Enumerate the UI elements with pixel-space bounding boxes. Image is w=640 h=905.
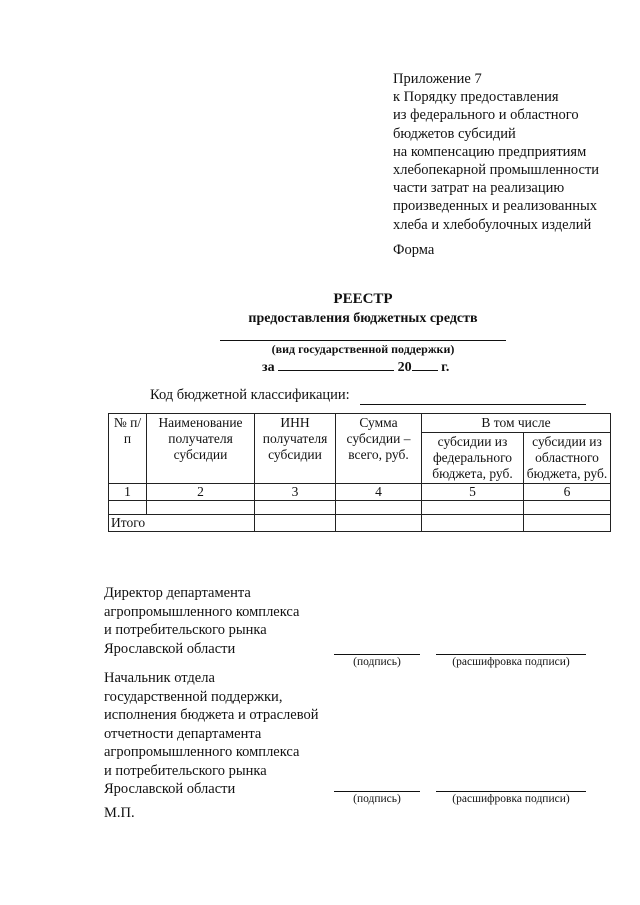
table-cell (336, 501, 422, 515)
table-cell (109, 501, 147, 515)
column-number-cell: 3 (255, 484, 336, 501)
appendix-line: Приложение 7 (393, 71, 482, 87)
signatory-line: агропромышленного комплекса (104, 744, 300, 760)
column-number-cell: 4 (336, 484, 422, 501)
budget-code-line (360, 404, 586, 405)
period-line (262, 358, 449, 376)
appendix-line: части затрат на реализацию (393, 180, 565, 197)
table-cell (524, 501, 611, 515)
form-label: Форма (393, 242, 435, 258)
signatory-department-head (104, 669, 318, 799)
decoding-caption: (расшифровка подписи) (452, 793, 570, 805)
signatory-line: Ярославской области (104, 640, 236, 657)
appendix-note (393, 70, 599, 234)
header-cell-number: № п/п (109, 414, 147, 484)
table-row (109, 501, 611, 515)
signature-caption: (подпись) (353, 656, 401, 668)
total-label: Итого (109, 515, 255, 532)
table-cell (255, 515, 336, 532)
signatory-line: Ярославской области (104, 781, 236, 797)
signature-line (334, 791, 420, 792)
table-cell (422, 515, 524, 532)
appendix-line: хлебопекарной промышленности (393, 162, 600, 179)
table-header-row (109, 414, 611, 433)
year-blank (412, 358, 438, 371)
signatory-line: государственной поддержки, (104, 688, 283, 705)
table-cell (255, 501, 336, 515)
period-year-suffix: г. (441, 360, 450, 375)
signatory-line: отчетности департамента (104, 725, 262, 742)
header-cell-federal: субсидии из федерального бюджета, руб. (422, 433, 524, 484)
signatory-director (104, 584, 299, 658)
column-number-cell: 6 (524, 484, 611, 501)
table-total-row (109, 515, 611, 532)
column-number-cell: 1 (109, 484, 147, 501)
header-cell-inn: ИНН получателя субсидии (255, 414, 336, 484)
period-blank (278, 358, 394, 371)
appendix-line: бюджетов субсидий (393, 125, 516, 142)
appendix-line: произведенных и реализованных (393, 198, 598, 215)
registry-table (108, 413, 611, 532)
document-title: РЕЕСТР (333, 291, 393, 307)
decoding-caption: (расшифровка подписи) (452, 656, 570, 668)
stamp-place-label: М.П. (104, 805, 135, 821)
column-number-cell: 2 (147, 484, 255, 501)
table-cell (524, 515, 611, 532)
appendix-line: хлеба и хлебобулочных изделий (393, 216, 592, 233)
column-number-cell: 5 (422, 484, 524, 501)
table-number-row (109, 484, 611, 501)
signatory-line: Начальник отдела (104, 670, 215, 686)
header-cell-recipient: Наименование получателя субсидии (147, 414, 255, 484)
period-prefix: за (262, 360, 275, 375)
signature-caption: (подпись) (353, 793, 401, 805)
support-type-line (220, 340, 506, 341)
decoding-line (436, 791, 586, 792)
header-cell-regional: субсидии из областного бюджета, руб. (524, 433, 611, 484)
signatory-line: и потребительского рынка (104, 622, 267, 638)
table-cell (147, 501, 255, 515)
signatory-line: и потребительского рынка (104, 762, 267, 779)
appendix-line: из федерального и областного (393, 107, 579, 124)
support-type-caption: (вид государственной поддержки) (271, 342, 455, 356)
header-cell-total: Сумма субсидии – всего, руб. (336, 414, 422, 484)
budget-code-label: Код бюджетной классификации: (150, 387, 350, 403)
period-year-prefix: 20 (397, 360, 412, 375)
table-cell (336, 515, 422, 532)
signatory-line: исполнения бюджета и отраслевой (104, 707, 319, 723)
decoding-line (436, 654, 586, 655)
appendix-line: к Порядку предоставления (393, 89, 559, 106)
signatory-line: Директор департамента (104, 585, 251, 601)
table-cell (422, 501, 524, 515)
document-subtitle: предоставления бюджетных средств (248, 311, 478, 326)
header-cell-including: В том числе (422, 414, 611, 433)
signatory-line: агропромышленного комплекса (104, 603, 300, 620)
signature-line (334, 654, 420, 655)
appendix-line: на компенсацию предприятиям (393, 143, 587, 160)
